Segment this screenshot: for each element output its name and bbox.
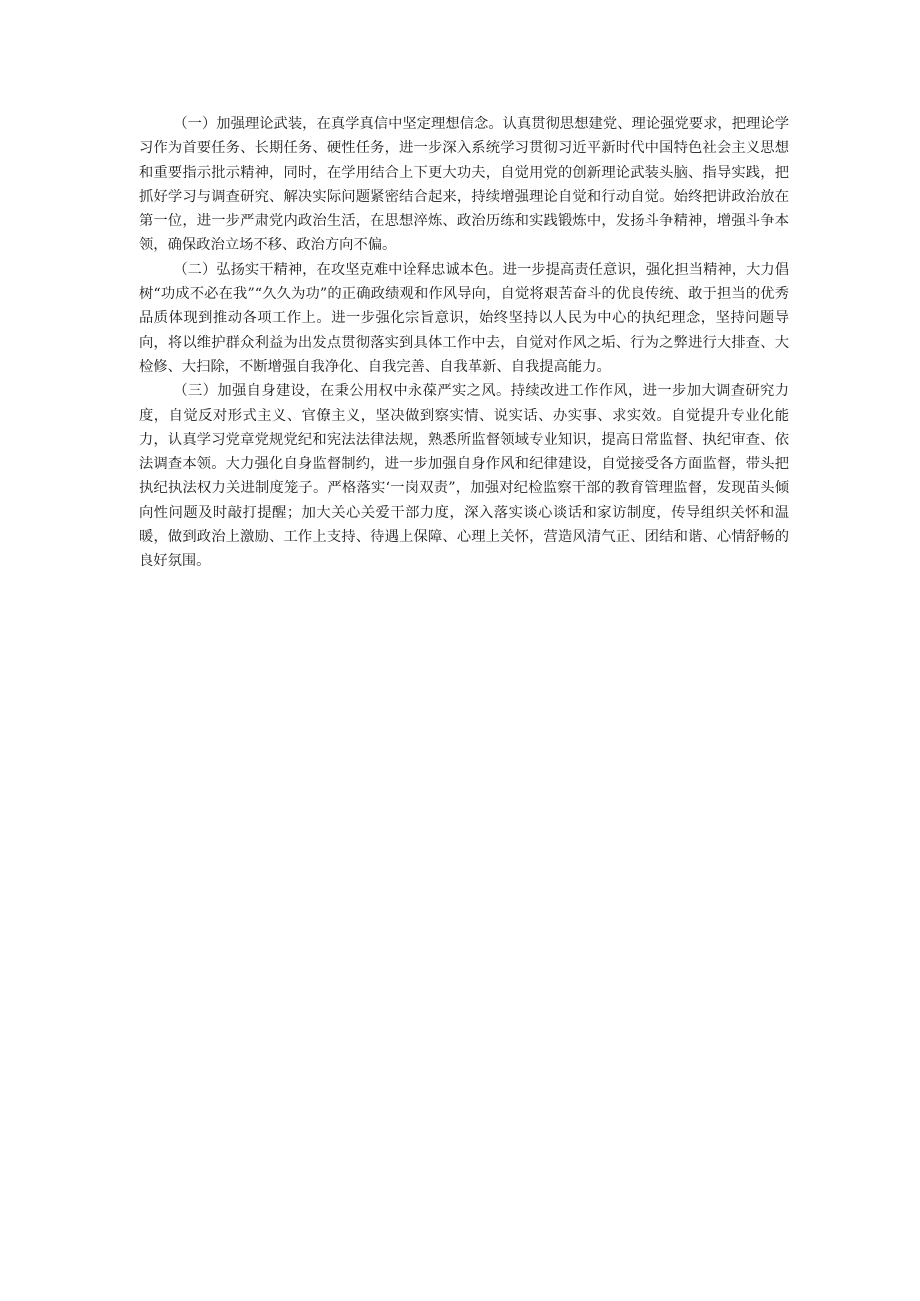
paragraph-1: （一）加强理论武装，在真学真信中坚定理想信念。认真贯彻思想建党、理论强党要求，把理论学习作为首要任务、长期任务、硬性任务，进一步深入系统学习贯彻习近平新时代中国特色社会主义思想和重要指示批示精神，同时，在学用结合上下更大功夫，自觉用党的创新理论武装头脑、指导实践，把抓好学习与调查研究、解决实际问题紧密结合起来，持续增强理论自觉和行动自觉。始终把讲政治放在第一位，进一步严肃党内政治生活，在思想淬炼、政治历练和实践锻炼中，发扬斗争精神，增强斗争本领，确保政治立场不移、政治方向不偏。 (139, 116, 789, 254)
document-body (139, 112, 789, 574)
paragraph-2: （二）弘扬实干精神，在攻坚克难中诠释忠诚本色。进一步提高责任意识，强化担当精神，大力倡树“功成不必在我”“久久为功”的正确政绩观和作风导向，自觉将艰苦奋斗的优良传统、敢于担当的优秀品质体现到推动各项工作上。进一步强化宗旨意识，始终坚持以人民为中心的执纪理念，坚持问题导向，将以维护群众利益为出发点贯彻落实到具体工作中去，自觉对作风之垢、行为之弊进行大排查、大检修、大扫除，不断增强自我净化、自我完善、自我革新、自我提高能力。 (139, 261, 789, 375)
paragraph-3: （三）加强自身建设，在秉公用权中永葆严实之风。持续改进工作作风，进一步加大调查研究力度，自觉反对形式主义、官僚主义，坚决做到察实情、说实话、办实事、求实效。自觉提升专业化能力，认真学习党章党规党纪和宪法法律法规，熟悉所监督领域专业知识，提高日常监督、执纪审查、依法调查本领。大力强化自身监督制约，进一步加强自身作风和纪律建设，自觉接受各方面监督，带头把执纪执法权力关进制度笼子。严格落实‘一岗双责”，加强对纪检监察干部的教育管理监督，发现苗头倾向性问题及时敲打提醒；加大关心关爱干部力度，深入落实谈心谈话和家访制度，传导组织关怀和温暖，做到政治上激励、工作上支持、待遇上保障、心理上关怀，营造风清气正、团结和谐、心情舒畅的良好氛围。 (139, 383, 789, 570)
